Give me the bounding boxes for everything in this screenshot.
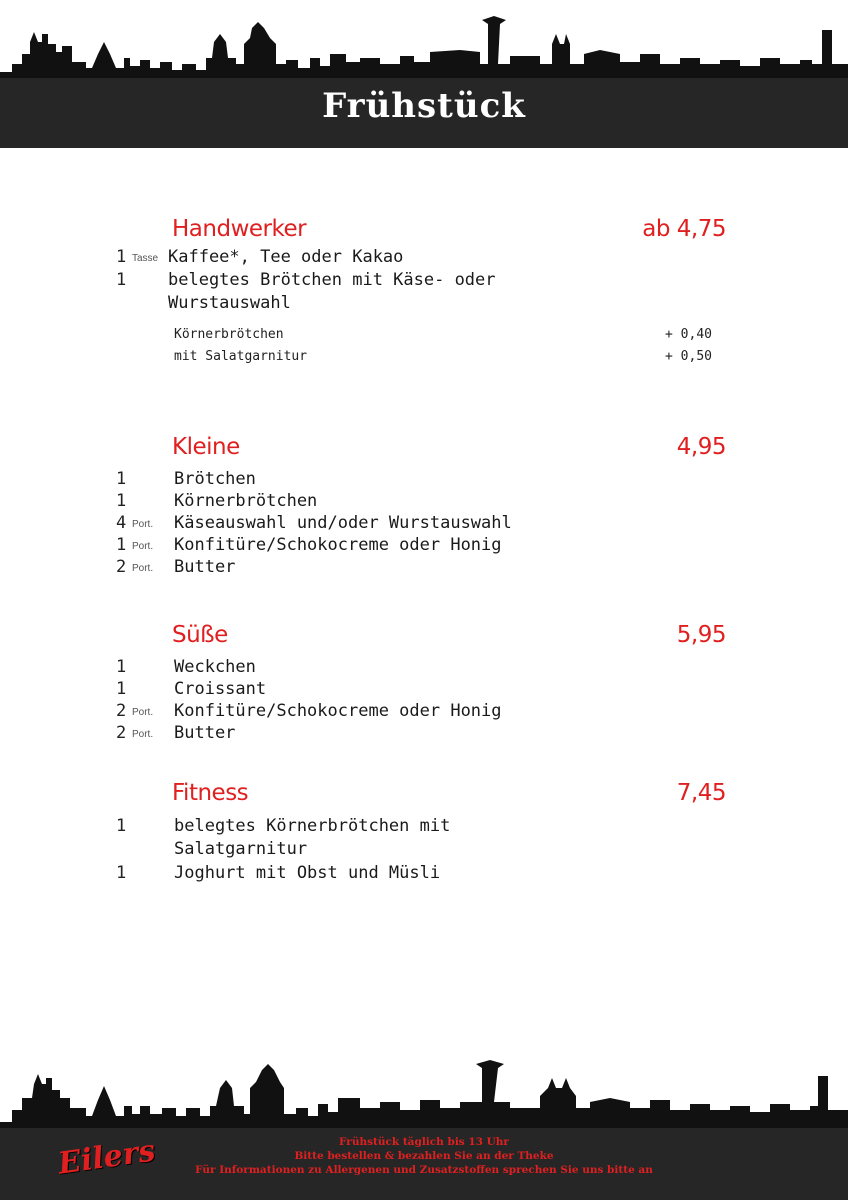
footer-order-note: Bitte bestellen & bezahlen Sie an der Theke (294, 1150, 554, 1162)
extra-label: Körnerbrötchen (174, 327, 284, 342)
item-unit: Tasse (132, 253, 159, 264)
item-text: Butter (174, 557, 236, 577)
item-quantity: 1 (116, 863, 127, 883)
list-item (0, 557, 848, 579)
page-title: Frühstück (322, 86, 526, 126)
item-quantity: 2 (116, 723, 127, 743)
item-text: belegtes Brötchen mit Käse- oder (168, 270, 496, 290)
item-quantity: 2 (116, 557, 127, 577)
extra-option (0, 349, 848, 369)
list-item (0, 723, 848, 745)
item-quantity: 1 (116, 657, 127, 677)
item-text: Butter (174, 723, 236, 743)
item-text: Konfitüre/Schokocreme oder Honig (174, 701, 502, 721)
menu-section-handwerker (0, 216, 848, 376)
item-text: Brötchen (174, 469, 256, 489)
item-text: belegtes Körnerbrötchen mit (174, 816, 451, 836)
item-quantity: 1 (116, 491, 127, 511)
section-title: Handwerker (172, 216, 307, 242)
section-title: Fitness (172, 780, 249, 806)
item-text: Croissant (174, 679, 267, 699)
item-text: Weckchen (174, 657, 256, 677)
item-quantity: 1 (116, 270, 127, 290)
list-item (0, 863, 848, 885)
menu-section-kleine (0, 434, 848, 584)
list-item (0, 657, 848, 679)
extra-option (0, 327, 848, 347)
item-quantity: 1 (116, 679, 127, 699)
list-item (0, 247, 848, 269)
footer-hours: Frühstück täglich bis 13 Uhr (339, 1136, 509, 1148)
section-price: 5,95 (676, 622, 726, 648)
section-title: Süße (172, 622, 228, 648)
item-text: Käseauswahl und/oder Wurstauswahl (174, 513, 512, 533)
item-quantity: 1 (116, 816, 127, 836)
item-text: Körnerbrötchen (174, 491, 318, 511)
section-price: 7,45 (676, 780, 726, 806)
item-text: Salatgarnitur (174, 839, 308, 859)
list-item (0, 816, 848, 838)
extra-price: + 0,50 (665, 349, 712, 364)
menu-section-suesse (0, 622, 848, 752)
list-item (0, 491, 848, 513)
section-title: Kleine (172, 434, 240, 460)
item-unit: Port. (132, 519, 154, 530)
item-unit: Port. (132, 541, 154, 552)
list-item (0, 679, 848, 701)
item-quantity: 2 (116, 701, 127, 721)
extra-price: + 0,40 (665, 327, 712, 342)
list-item (0, 270, 848, 292)
section-price: 4,95 (676, 434, 726, 460)
item-unit: Port. (132, 707, 154, 718)
skyline-bottom (0, 1058, 848, 1130)
extra-label: mit Salatgarnitur (174, 349, 308, 364)
list-item (0, 839, 848, 861)
footer-allergen-note: Für Informationen zu Allergenen und Zusatzstoffen sprechen Sie uns bitte an (195, 1164, 653, 1176)
item-quantity: 1 (116, 247, 127, 267)
section-price: ab 4,75 (642, 216, 726, 242)
skyline-top (0, 14, 848, 80)
list-item (0, 513, 848, 535)
item-quantity: 4 (116, 513, 127, 533)
list-item (0, 701, 848, 723)
item-text: Konfitüre/Schokocreme oder Honig (174, 535, 502, 555)
menu-section-fitness (0, 780, 848, 890)
list-item (0, 469, 848, 491)
item-quantity: 1 (116, 535, 127, 555)
item-text: Kaffee*, Tee oder Kakao (168, 247, 404, 267)
item-unit: Port. (132, 729, 154, 740)
list-item (0, 535, 848, 557)
brand-logo: Eilers (56, 1133, 158, 1182)
item-text: Joghurt mit Obst und Müsli (174, 863, 441, 883)
list-item (0, 293, 848, 315)
item-unit: Port. (132, 563, 154, 574)
item-quantity: 1 (116, 469, 127, 489)
item-text: Wurstauswahl (168, 293, 291, 313)
